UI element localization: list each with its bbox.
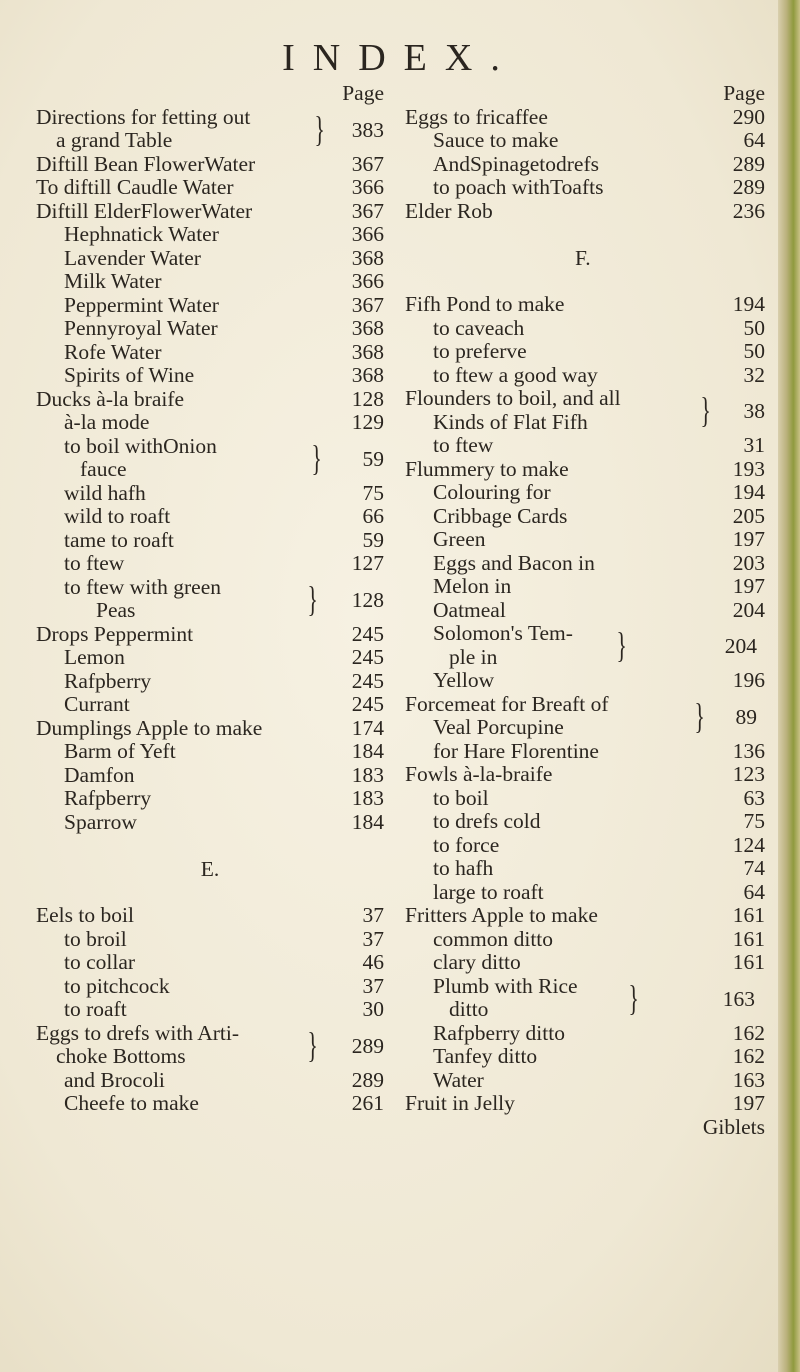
page-number: 290 — [732, 104, 765, 129]
page-number: 367 — [351, 292, 384, 317]
entry-text: Rafpberry ditto — [433, 1020, 565, 1045]
index-entry — [405, 599, 765, 623]
page-number: 89 — [735, 704, 757, 729]
page-number: 50 — [743, 315, 765, 340]
index-entry — [36, 764, 384, 788]
page-column-header: Page — [723, 81, 765, 105]
index-entry — [405, 505, 765, 529]
entry-text: Eggs to fricaffee — [405, 104, 548, 129]
page-number: 32 — [743, 362, 765, 387]
page-number: 174 — [351, 715, 384, 740]
entry-text: Flounders to boil, and all — [405, 386, 621, 410]
entry-text: clary ditto — [433, 950, 521, 974]
entry-text: Directions for fetting out — [36, 104, 251, 129]
entry-text: Veal Porcupine — [433, 715, 564, 739]
index-entry — [405, 293, 765, 317]
index-entry — [36, 317, 384, 341]
index-entry — [36, 552, 384, 576]
entry-text: to collar — [64, 950, 136, 974]
entry-text: Forcemeat for Breaft of — [405, 691, 609, 716]
index-entry — [405, 951, 765, 975]
page-number: 75 — [362, 480, 384, 505]
index-entry-group — [405, 622, 765, 669]
index-entry — [36, 176, 384, 200]
page-number: 161 — [732, 950, 765, 974]
index-entry — [36, 294, 384, 318]
page-number: 197 — [732, 574, 765, 598]
brace-mark: } — [694, 695, 705, 736]
index-entry — [36, 670, 384, 694]
entry-text: Ducks à-la braife — [36, 386, 185, 411]
index-entry — [36, 153, 384, 177]
index-entry — [36, 998, 384, 1022]
index-entry — [36, 951, 384, 975]
page-number: 74 — [743, 856, 765, 880]
index-entry-group — [36, 106, 384, 153]
entry-text: Flummery to make — [405, 456, 569, 481]
entry-text: Diftill ElderFlowerWater — [36, 198, 253, 223]
page-number: 162 — [732, 1020, 765, 1045]
brace-mark: } — [311, 437, 322, 478]
index-entry — [36, 341, 384, 365]
entry-text: Cheefe to make — [64, 1091, 199, 1115]
entry-text: Rafpberry — [64, 668, 152, 693]
index-entry — [36, 411, 384, 435]
index-entry-group — [36, 1022, 384, 1069]
page-number: 204 — [724, 634, 757, 658]
index-entry — [36, 482, 384, 506]
index-entry — [36, 928, 384, 952]
entry-text: to ftew a good way — [433, 362, 598, 387]
page-number: 367 — [351, 151, 384, 176]
entry-text: Dumplings Apple to make — [36, 715, 263, 740]
entry-text: to preferve — [433, 339, 527, 363]
page-number: 368 — [351, 363, 384, 387]
page-number: 289 — [351, 1033, 384, 1058]
section-letter: F. — [575, 246, 591, 270]
page-number: 236 — [732, 198, 765, 223]
index-entry — [405, 857, 765, 881]
page-number: 128 — [351, 587, 384, 612]
entry-text: Drops Peppermint — [36, 621, 194, 646]
entry-text: Barm of Yeft — [64, 739, 176, 763]
page-number: 261 — [351, 1091, 384, 1115]
entry-text: tame to roaft — [64, 527, 174, 552]
entry-text: wild to roaft — [64, 504, 171, 528]
entry-text: Currant — [64, 692, 130, 716]
page-number: 194 — [732, 480, 765, 504]
page-number: 123 — [732, 762, 765, 786]
entry-text: to broil — [64, 926, 127, 951]
index-entry — [36, 811, 384, 835]
entry-text: Lavender Water — [64, 245, 201, 270]
entry-text: Fowls à-la-braife — [405, 762, 553, 786]
index-entry-group — [36, 576, 384, 623]
index-title: INDEX. — [282, 37, 518, 79]
page-number: 245 — [351, 621, 384, 646]
page-number: 184 — [351, 739, 384, 763]
left-column — [36, 82, 384, 1116]
index-entry — [36, 623, 384, 647]
index-entry — [405, 810, 765, 834]
catchword: Giblets — [702, 1114, 765, 1139]
entry-text: Fruit in Jelly — [405, 1091, 515, 1115]
page-number: 163 — [722, 986, 755, 1011]
page-number: 127 — [351, 551, 384, 575]
entry-text: Damfon — [64, 762, 135, 787]
index-entry — [405, 904, 765, 928]
page-number: 203 — [732, 550, 765, 575]
page-number: 30 — [362, 997, 384, 1021]
index-entry — [36, 505, 384, 529]
index-entry — [36, 529, 384, 553]
entry-text: to hafh — [433, 856, 494, 880]
entry-text: Tanfey ditto — [433, 1044, 538, 1068]
index-entry — [36, 740, 384, 764]
page-number: 64 — [743, 879, 765, 904]
page-number: 245 — [351, 645, 384, 669]
page-number: 383 — [351, 117, 384, 142]
entry-text: Rafpberry — [64, 786, 152, 810]
page-number: 196 — [732, 668, 765, 692]
page-number: 163 — [732, 1067, 765, 1092]
page-number: 161 — [732, 926, 765, 951]
index-entry — [405, 176, 765, 200]
brace-mark: } — [314, 108, 325, 149]
entry-text: Water — [433, 1067, 484, 1092]
index-entry — [405, 106, 765, 130]
entry-text: Peppermint Water — [64, 292, 219, 317]
page-edge — [778, 0, 800, 1372]
page-number: 183 — [351, 762, 384, 787]
entry-text: to pitchcock — [64, 973, 170, 998]
entry-text: large to roaft — [433, 879, 544, 904]
entry-text: AndSpinagetodrefs — [433, 151, 599, 176]
entry-text: Cribbage Cards — [433, 503, 568, 528]
entry-text: Sparrow — [64, 809, 137, 834]
index-entry — [405, 153, 765, 177]
index-entry — [405, 552, 765, 576]
entry-text: to caveach — [433, 315, 525, 340]
page-number: 66 — [362, 504, 384, 528]
entry-text: Melon in — [433, 574, 512, 598]
index-entry — [405, 1092, 765, 1116]
index-entry — [36, 364, 384, 388]
entry-text: to ftew — [433, 433, 494, 457]
page-number: 37 — [362, 926, 384, 951]
entry-text: Oatmeal — [433, 597, 506, 622]
index-entry — [36, 787, 384, 811]
index-entry — [405, 1069, 765, 1093]
section-letter: E. — [200, 857, 220, 881]
entry-text: to boil withOnion — [64, 433, 217, 458]
index-entry — [405, 364, 765, 388]
page-number: 184 — [351, 809, 384, 834]
page-number: 193 — [732, 456, 765, 481]
page-number: 50 — [743, 339, 765, 363]
index-entry — [36, 975, 384, 999]
entry-text: Kinds of Flat Fifh — [433, 409, 588, 434]
entry-text: fauce — [80, 457, 127, 481]
entry-text: Diftill Bean FlowerWater — [36, 151, 256, 176]
entry-text: to ftew with green — [64, 574, 222, 599]
entry-text: to boil — [433, 785, 489, 810]
brace-mark: } — [307, 1024, 318, 1065]
page-number: 46 — [362, 950, 384, 974]
page-number: 183 — [351, 786, 384, 810]
right-column — [405, 82, 765, 1139]
entry-text: Spirits of Wine — [64, 363, 195, 387]
entry-text: to roaft — [64, 997, 127, 1021]
entry-text: Green — [433, 527, 486, 551]
index-entry — [405, 928, 765, 952]
page-number: 124 — [732, 832, 765, 857]
entry-text: to poach withToafts — [433, 175, 604, 199]
brace-mark: } — [616, 625, 627, 665]
page-number: 368 — [351, 339, 384, 364]
index-entry — [36, 1069, 384, 1093]
entry-text: Lemon — [64, 645, 125, 669]
page-number: 162 — [732, 1044, 765, 1068]
index-entry-group — [405, 693, 765, 740]
page-number: 366 — [351, 175, 384, 199]
index-entry — [36, 904, 384, 928]
entry-text: ditto — [449, 997, 489, 1021]
entry-text: to force — [433, 832, 500, 857]
index-entry — [405, 787, 765, 811]
entry-text: and Brocoli — [64, 1067, 165, 1092]
index-entry-group — [405, 975, 765, 1022]
entry-text: choke Bottoms — [56, 1044, 186, 1068]
page-number: 245 — [351, 668, 384, 693]
entry-text: for Hare Florentine — [433, 738, 599, 763]
entry-text: ple in — [449, 644, 498, 669]
entry-text: Plumb with Rice — [433, 973, 578, 998]
entry-text: Eggs to drefs with Arti- — [36, 1020, 240, 1045]
page-number: 63 — [743, 785, 765, 810]
entry-text: Rofe Water — [64, 339, 162, 364]
entry-text: wild hafh — [64, 480, 146, 505]
brace-mark: } — [307, 578, 318, 619]
index-entry — [405, 669, 765, 693]
page-number: 129 — [351, 410, 384, 434]
page-number: 368 — [351, 245, 384, 270]
entry-text: Hephnatick Water — [64, 222, 219, 246]
page-number: 366 — [351, 222, 384, 246]
page-number: 38 — [743, 399, 765, 423]
entry-text: to ftew — [64, 551, 125, 575]
index-entry — [405, 1045, 765, 1069]
index-entry — [36, 646, 384, 670]
entry-text: Milk Water — [64, 269, 162, 293]
page-number: 205 — [732, 503, 765, 528]
page-number: 59 — [362, 446, 384, 471]
entry-text: Eels to boil — [36, 903, 134, 927]
index-entry — [405, 1022, 765, 1046]
entry-text: Pennyroyal Water — [64, 316, 218, 340]
page-number: 367 — [351, 198, 384, 223]
entry-text: Eggs and Bacon in — [433, 550, 595, 575]
page-number: 197 — [732, 527, 765, 551]
index-entry — [405, 340, 765, 364]
entry-text: Fifh Pond to make — [405, 292, 565, 316]
index-entry — [405, 834, 765, 858]
index-entry — [36, 388, 384, 412]
page-number: 37 — [362, 903, 384, 927]
index-entry — [405, 458, 765, 482]
index-entry — [405, 481, 765, 505]
entry-text: common ditto — [433, 926, 554, 951]
index-entry — [36, 200, 384, 224]
page-number: 204 — [732, 597, 765, 622]
page-number: 368 — [351, 316, 384, 340]
page-number: 31 — [743, 433, 765, 457]
page-number: 64 — [743, 128, 765, 152]
index-entry — [405, 740, 765, 764]
page-number: 197 — [732, 1091, 765, 1115]
page-number: 245 — [351, 692, 384, 716]
index-entry — [36, 717, 384, 741]
entry-text: to drefs cold — [433, 809, 541, 833]
page-number: 128 — [351, 386, 384, 411]
index-entry — [405, 200, 765, 224]
page-number: 59 — [362, 527, 384, 552]
entry-text: Colouring for — [433, 480, 551, 504]
brace-mark: } — [700, 390, 711, 430]
page-column-header: Page — [342, 81, 384, 105]
entry-text: Yellow — [433, 668, 495, 692]
page-number: 289 — [732, 175, 765, 199]
index-entry — [36, 693, 384, 717]
index-entry — [405, 763, 765, 787]
index-entry — [405, 434, 765, 458]
page-number: 289 — [732, 151, 765, 176]
page-number: 289 — [351, 1067, 384, 1092]
index-entry — [36, 270, 384, 294]
brace-mark: } — [628, 977, 639, 1018]
index-entry-group — [405, 387, 765, 434]
index-entry — [36, 1092, 384, 1116]
page-number: 136 — [732, 738, 765, 763]
entry-text: à-la mode — [64, 410, 150, 434]
page-number: 194 — [732, 292, 765, 316]
entry-text: To diftill Caudle Water — [36, 175, 234, 199]
index-entry — [36, 247, 384, 271]
entry-text: Peas — [96, 598, 136, 622]
page-number: 161 — [732, 903, 765, 927]
index-entry-group — [36, 435, 384, 482]
index-entry — [405, 129, 765, 153]
index-entry — [405, 575, 765, 599]
page-number: 37 — [362, 973, 384, 998]
index-entry — [405, 881, 765, 905]
index-entry — [405, 528, 765, 552]
index-entry — [36, 223, 384, 247]
page-number: 366 — [351, 269, 384, 293]
entry-text: Elder Rob — [405, 198, 493, 223]
entry-text: a grand Table — [56, 128, 173, 152]
index-entry — [405, 317, 765, 341]
entry-text: Sauce to make — [433, 128, 559, 152]
page-number: 75 — [743, 809, 765, 833]
entry-text: Solomon's Tem- — [433, 621, 573, 645]
entry-text: Fritters Apple to make — [405, 903, 598, 927]
